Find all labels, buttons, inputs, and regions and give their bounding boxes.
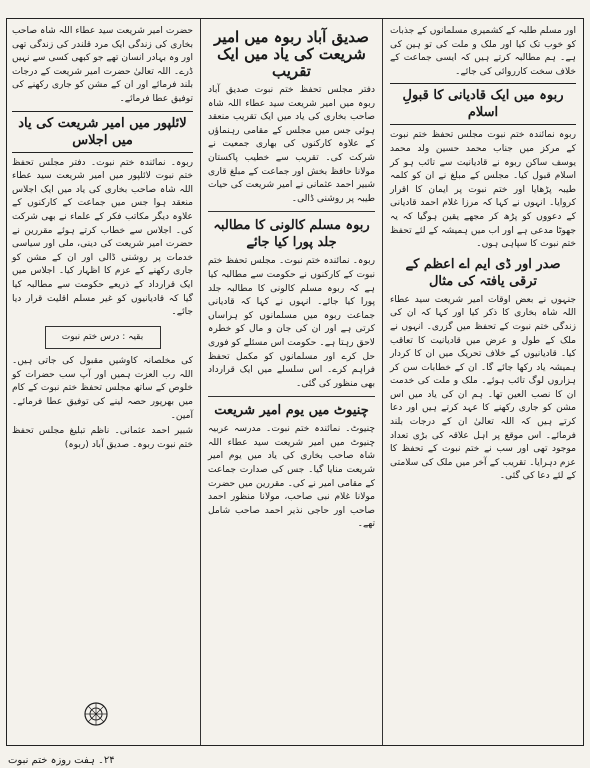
continued-box: بقیہ : درس ختم نبوت xyxy=(45,326,161,350)
article-qabool-e-islam: ربوہ نمائندہ ختم نبوت مجلس تحفظ ختم نبوت کے مرکز میں جناب محمد حسین ولد محمد یوسف ساکن ربوہ نے قادیانیت سے تائب ہو کر اسلام قبول کیا۔ مجلس کے مبلغ نے ان کو کلمہ طیبہ پڑھایا اور ختم نبوت پر ایمان کا اقرار کروایا۔ انہوں نے کہا کہ مرزا غلام احمد قادیانی کے دعووں کو پڑھ کر مجھے یقین ہوگیا کہ یہ جھوٹا مدعی ہے اور اب میں ہمیشہ کے لئے تحفظ ختم نبوت کا سپاہی ہوں۔ xyxy=(390,130,576,250)
page-footer: ۲۴۔ ہفت روزہ ختم نبوت xyxy=(8,755,115,766)
signature: شبیر احمد عثمانی۔ ناظم تبلیغ مجلس تحفظ ختم نبوت ربوہ۔ صدیق آباد (ربوہ) xyxy=(12,426,193,450)
heading-siddiqabad: صدیق آباد ربوہ میں امیر شریعت کی یاد میں ایک تقریب xyxy=(214,28,369,80)
article-chiniot: چنیوٹ۔ نمائندہ ختم نبوت۔ مدرسہ عربیہ چنیوٹ میں امیر شریعت سید عطاء اللہ شاہ صاحب بخاری کی یاد میں یوم امیر شریعت منایا گیا۔ جس کی صدارت جماعت کے مقامی امیر نے کی۔ مقررین میں حضرت مولانا غلام نبی صاحب، مولانا منظور احمد صاحب اور حاجی نذیر احمد صاحب شامل تھے۔ xyxy=(208,424,375,530)
intro-paragraph: اور مسلم طلبہ کے کشمیری مسلمانوں کے جذبات کو خوب تک کیا اور ملک و ملت کی تو ہین کی ہے۔ ہم مطالبہ کرتے ہیں کہ ایسی جماعت کے خلاف سخت کارروائی کی جائے۔ xyxy=(390,26,576,77)
heading-chiniot: چنیوٹ میں یوم امیر شریعت xyxy=(214,403,369,419)
article-siddiqabad: دفتر مجلس تحفظ ختم نبوت صدیق آباد ربوہ میں امیر شریعت سید عطاء اللہ شاہ صاحب بخاری کی یاد میں ایک تقریب منعقد ہوئی جس میں مجلس کے مقامی رہنماؤں کے علاوہ کارکنوں کی بھاری جمعیت نے شرکت کی۔ تقریب سے خطیب پاکستان مولانا حافظ بخش اور جماعت کے مبلغ قاری شبیر احمد عثمانی نے امیر شریعت کی حیات طیبہ پر روشنی ڈالی۔ xyxy=(208,85,375,204)
newspaper-page xyxy=(6,18,584,746)
intro-paragraph: حضرت امیر شریعت سید عطاء اللہ شاہ صاحب بخاری کی زندگی ایک مرد قلندر کی زندگی تھی اور وہ بہادر انسان تھے جو کبھی کسی سے نہیں ڈرے۔ اللہ تعالیٰ حضرت امیر شریعت کے درجات بلند فرمائے اور ان کے مشن کو جاری رکھنے کی توفیق عطا فرمائے۔ xyxy=(12,26,193,104)
right-column xyxy=(383,19,583,745)
left-column xyxy=(5,19,201,745)
article-muslim-colony: ربوہ۔ نمائندہ ختم نبوت۔ مجلس تحفظ ختم نبوت کے کارکنوں نے حکومت سے مطالبہ کیا ہے کہ ربوہ مسلم کالونی کا مطالبہ جلد پورا کیا جائے۔ انہوں نے کہا کہ قادیانی جماعت ربوہ میں مسلمانوں کو ہراساں کرتی ہے اور ان کی جان و مال کو خطرہ لاحق رہتا ہے۔ حکومت اس مسئلے کو فوری حل کرے اور مسلمانوں کو مکمل تحفظ فراہم کرے۔ اس سلسلے میں ایک قرارداد بھی منظور کی گئی۔ xyxy=(208,256,375,389)
ornament-icon xyxy=(83,701,109,727)
heading-sadr: صدر اور ڈی ایم اے اعظم کے ترقی یافتہ کی مثال xyxy=(405,256,561,289)
middle-column xyxy=(201,19,383,745)
divider xyxy=(208,396,375,397)
article-sadr: جنہوں نے بعض اوقات امیر شریعت سید عطاء اللہ شاہ بخاری کا ذکر کیا اور کہا کہ ان کی زندگی ختم نبوت کے تحفظ میں گزری۔ انہوں نے ملک کے طول و عرض میں قادیانیت کا تعاقب کیا۔ قادیانیوں کے خلاف تحریک میں ان کا کردار ہمیشہ یاد رکھا جائے گا۔ ان کے خطابات سن کر ہزاروں لوگ تائب ہوئے۔ ملک و ملت کی خدمت ان کا نصب العین تھا۔ ہم ان کی یاد میں اس مشن کو جاری رکھنے کا عہد کرتے ہیں اور دعا کرتے ہیں کہ اللہ تعالیٰ ان کے درجات بلند فرمائے۔ اس موقع پر اہل علاقہ کی بڑی تعداد موجود تھی اور سب نے ختم نبوت کے تحفظ کا عزم دہرایا۔ تقریب کے آخر میں ملک کی سلامتی کے لئے دعا کی گئی۔ xyxy=(390,294,576,482)
heading-qabool-e-islam: ربوہ میں ایک قادیانی کا قبولِ اسلام xyxy=(390,83,576,125)
heading-muslim-colony: ربوہ مسلم کالونی کا مطالبہ جلد پورا کیا جائے xyxy=(213,218,370,251)
article-lyallpur: ربوہ۔ نمائندہ ختم نبوت۔ دفتر مجلس تحفظ ختم نبوت لائلپور میں امیر شریعت سید عطاء اللہ شاہ صاحب بخاری کی یاد میں ایک اجلاس منعقد ہوا جس میں جماعت کے کارکنوں کے علاوہ دیگر مکاتب فکر کے علماء نے بھی شرکت کی۔ اجلاس سے خطاب کرتے ہوئے مقررین نے حضرت امیر شریعت کی دینی، ملی اور سیاسی خدمات پر روشنی ڈالی اور ان کے مشن کو جاری رکھنے کے عزم کا اظہار کیا۔ اجلاس میں ایک قرارداد کے ذریعے حکومت سے مطالبہ کیا گیا کہ قادیانیوں کو غیر مسلم اقلیت قرار دیا جائے۔ xyxy=(12,157,193,318)
divider xyxy=(208,211,375,212)
heading-lyallpur: لائلپور میں امیر شریعت کی یاد میں اجلاس xyxy=(12,111,193,153)
article-continued: کی مخلصانہ کاوشیں مقبول کی جاتی ہیں۔ اللہ رب العزت ہمیں اور آپ سب حضرات کو خلوص کے ساتھ مجلس تحفظ ختم نبوت کے کام میں بھرپور حصہ لینے کی توفیق عطا فرمائے۔ آمین۔ xyxy=(12,356,193,421)
